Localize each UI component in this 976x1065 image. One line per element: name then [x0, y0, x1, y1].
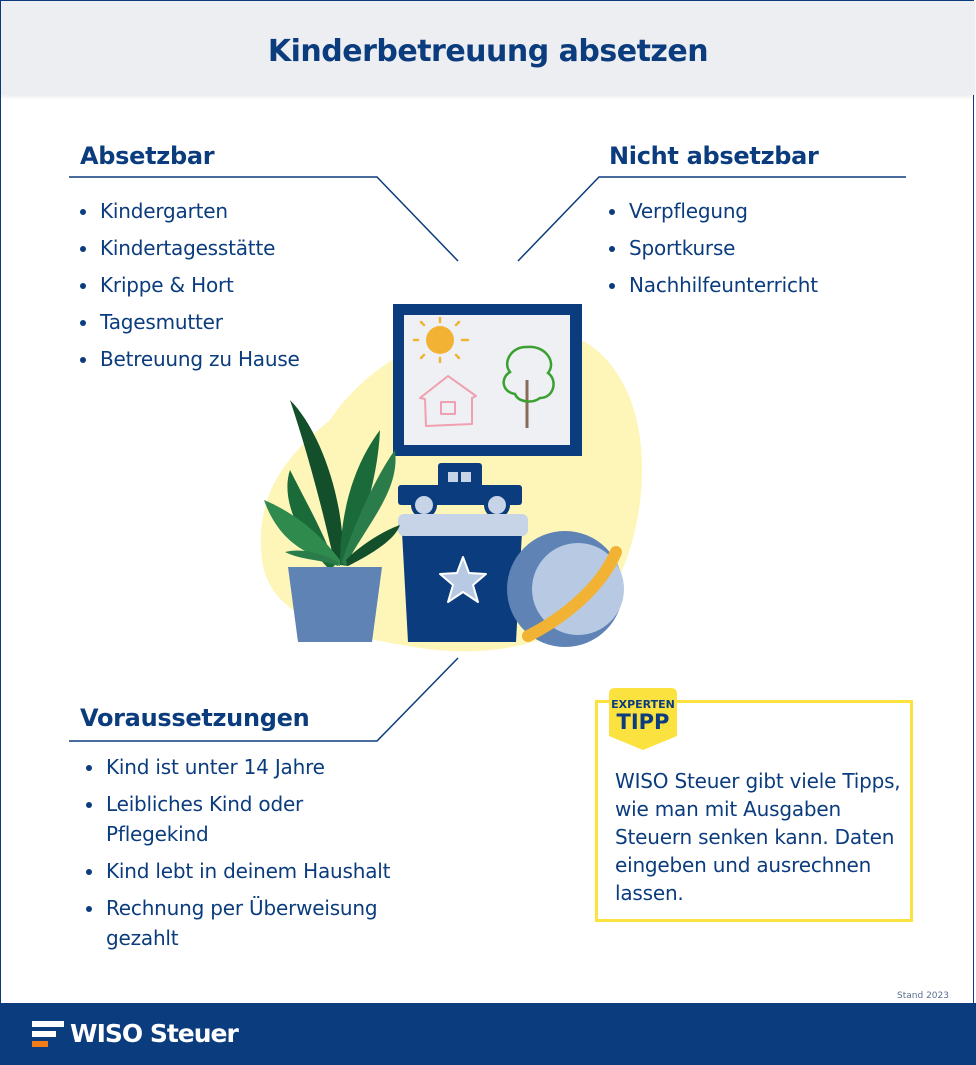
- list-item: Kind lebt in deinem Haushalt: [86, 856, 396, 886]
- badge-main-label: TIPP: [616, 710, 670, 734]
- list-item: Betreuung zu Hause: [80, 344, 380, 374]
- list-item: Tagesmutter: [80, 307, 380, 337]
- wiso-stripes-logo-icon: [32, 1021, 66, 1049]
- list-item: Leibliches Kind oder Pflegekind: [86, 789, 396, 849]
- badge-top-label: EXPERTEN: [611, 698, 675, 711]
- footer-brand: WISO Steuer: [70, 1019, 238, 1048]
- list-item: Nachhilfeunterricht: [609, 270, 909, 300]
- list-item: Kindertagesstätte: [80, 233, 380, 263]
- absetzbar-heading: Absetzbar: [80, 142, 215, 170]
- picture-frame-icon: [393, 304, 582, 456]
- voraussetzungen-heading: Voraussetzungen: [80, 704, 310, 732]
- page-title: Kinderbetreuung absetzen: [267, 34, 709, 69]
- list-item: Kindergarten: [80, 196, 380, 226]
- list-item: Verpflegung: [609, 196, 909, 226]
- list-item: Rechnung per Überweisung gezahlt: [86, 893, 396, 953]
- footer-bar: [0, 1003, 976, 1065]
- voraussetzungen-list: [86, 752, 396, 960]
- list-item: Kind ist unter 14 Jahre: [86, 752, 396, 782]
- list-item: Sportkurse: [609, 233, 909, 263]
- list-item: Krippe & Hort: [80, 270, 380, 300]
- nicht-absetzbar-heading: Nicht absetzbar: [609, 142, 819, 170]
- tip-text: WISO Steuer gibt viele Tipps, wie man mit Ausgaben Steuern senken kann. Daten eingeben und ausrechnen lassen.: [615, 769, 901, 905]
- stand-note: Stand 2023: [897, 991, 949, 1001]
